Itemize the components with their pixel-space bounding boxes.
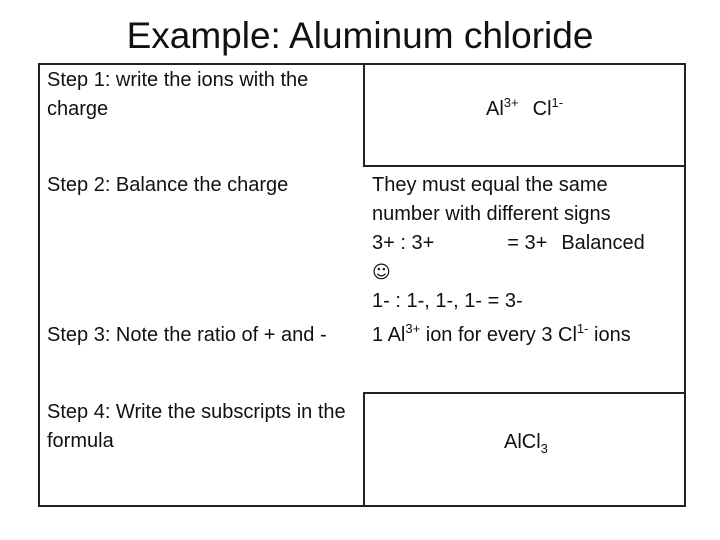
ion-symbol: Al [486,98,504,120]
ratio-text: ions [588,324,631,346]
ion-charge: 1- [576,321,589,336]
negative-charge-sum: 1- : 1-, 1-, 1- = 3- [372,290,523,312]
explanation-line: number with different signs [372,203,611,225]
ion-charge: 3+ [503,95,519,110]
balanced-label: Balanced [561,232,645,254]
slide-title: Example: Aluminum chloride [126,15,594,56]
table-divider [363,165,686,167]
explanation-line [372,229,682,258]
step-2-label: Step 2: Balance the charge [47,174,289,196]
ratio-text: 1 Al [372,324,406,346]
table-divider [363,392,686,394]
step-3-label: Step 3: Note the ratio of + and - [47,324,327,346]
step-1-label: Step 1: write the ions with the charge [47,69,309,120]
positive-charge-total: = 3+ [507,232,548,254]
smiley-icon: ☺ [372,262,391,283]
ion-charge: 3+ [405,321,421,336]
chemical-formula [504,428,604,457]
step-2-explanation [372,171,682,316]
formula-subscript: 3 [540,441,548,456]
table-divider [363,392,365,507]
step-1-ions [486,95,676,124]
table-divider [363,63,365,167]
step-3-ratio [372,321,682,350]
ratio-text: ion for every 3 Cl [420,324,577,346]
explanation-line: They must equal the same [372,174,608,196]
ion-symbol: Cl [532,98,552,120]
step-4-label: Step 4: Write the subscripts in the formula [47,401,346,452]
positive-charge-sum: 3+ : 3+ [372,232,435,254]
formula-base: AlCl [504,431,541,453]
ion-charge: 1- [551,95,564,110]
